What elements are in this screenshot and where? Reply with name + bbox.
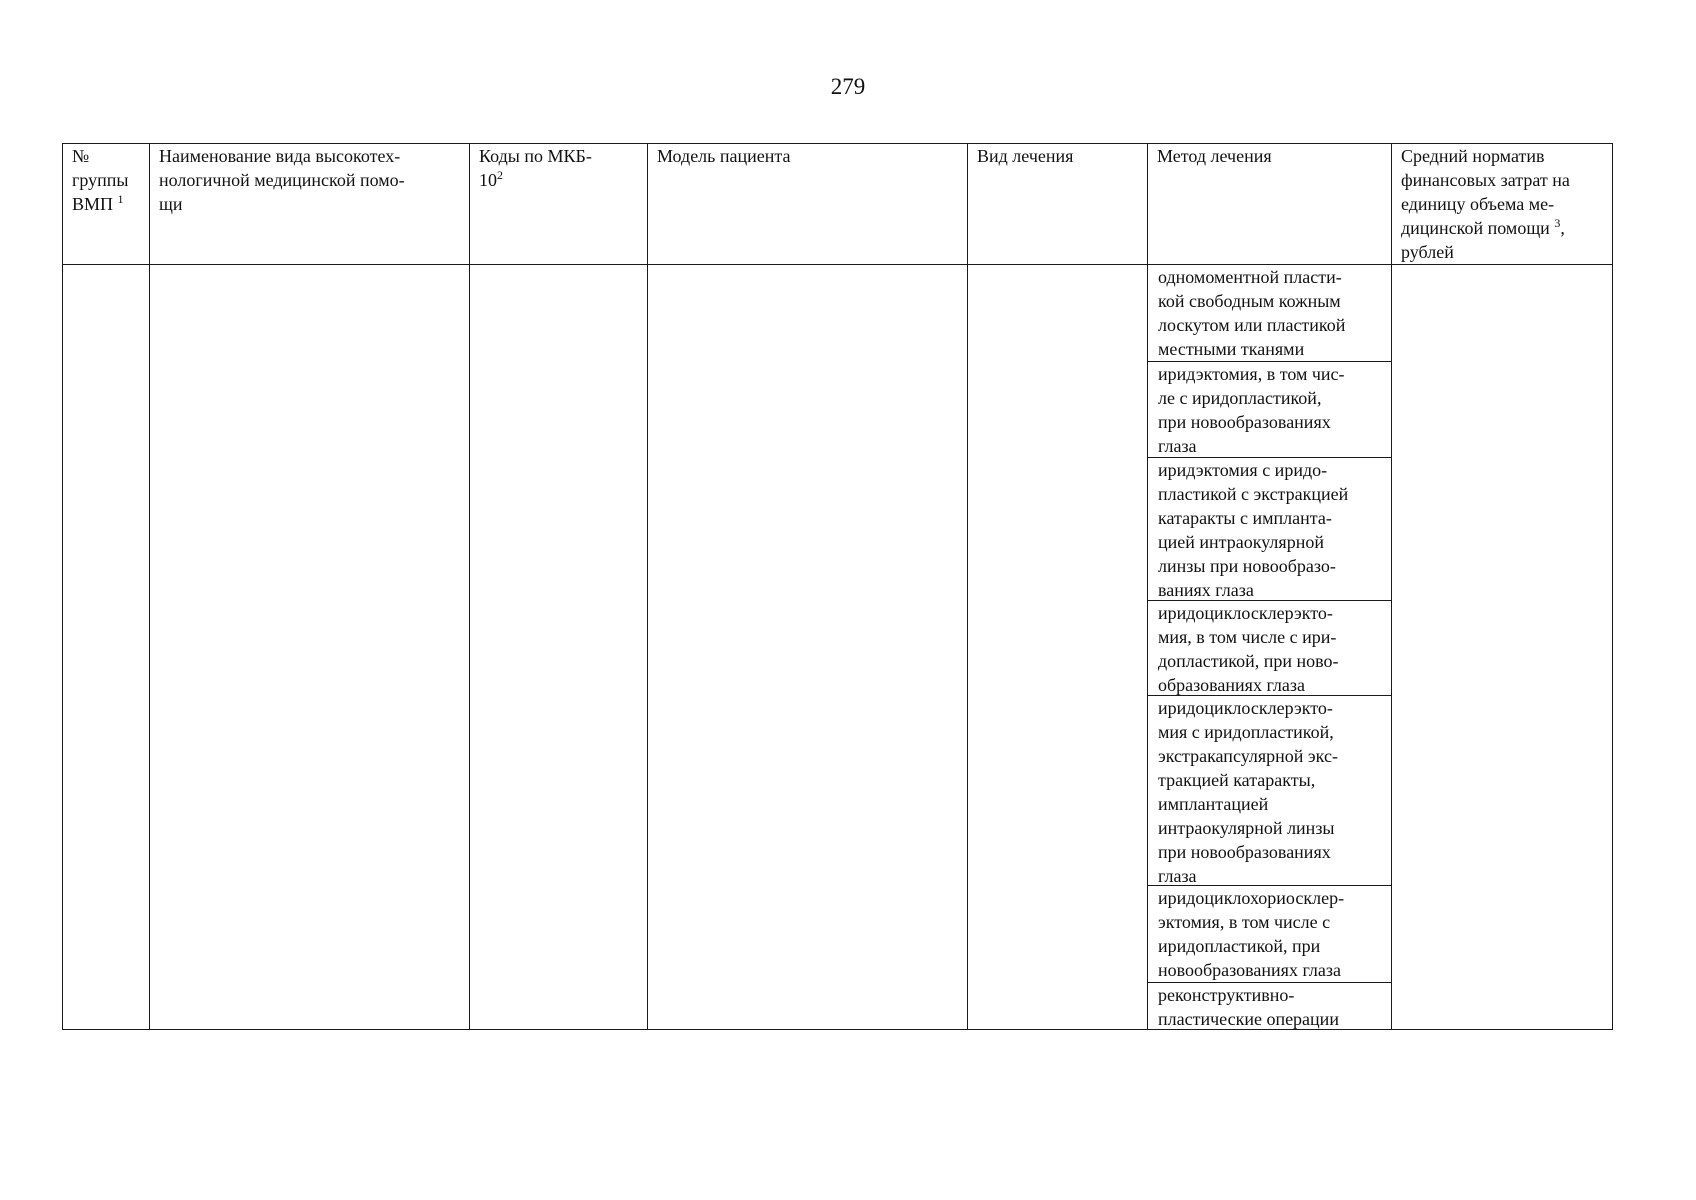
- method-item: иридоциклохориосклер- эктомия, в том числе с иридопластикой, при новообразованиях глаза: [1148, 886, 1391, 983]
- header-avg-cost-standard: Средний норматив финансовых затрат на единицу объема ме- дицинской помощи $^3$, рублей: [1392, 144, 1613, 265]
- header-patient-model: Модель пациента: [648, 144, 968, 265]
- header-care-type-name: Наименование вида высокотех- нологичной медицинской помо- щи: [150, 144, 470, 265]
- header-icd-codes: Коды по МКБ- $10^2$: [470, 144, 648, 265]
- vmp-table: [62, 143, 1613, 1030]
- cell-treatment-method: [1148, 265, 1392, 1030]
- cell-group-number: [63, 265, 150, 1030]
- method-item: иридоциклосклерэкто- мия, в том числе с ири- допластикой, при ново- образованиях глаза: [1148, 601, 1391, 696]
- header-treatment-type: Вид лечения: [968, 144, 1148, 265]
- cell-avg-cost-standard: [1392, 265, 1613, 1030]
- header-treatment-method: Метод лечения: [1148, 144, 1392, 265]
- page-number: 279: [830, 74, 866, 99]
- cell-patient-model: [648, 265, 968, 1030]
- cell-icd-codes: [470, 265, 648, 1030]
- table-header-row: [63, 144, 1613, 265]
- header-group-number: № группы ВМП $^1$: [63, 144, 150, 265]
- method-item: реконструктивно- пластические операции: [1158, 985, 1339, 1029]
- method-item: иридэктомия с иридо- пластикой с экстракцией катаракты с импланта- цией интраокулярной линзы при новообразо- ваниях глаза: [1148, 458, 1391, 601]
- method-item: иридоциклосклерэкто- мия с иридопластикой, экстракапсулярной экс- тракцией катаракты, имплантацией интраокулярной линзы при новообразованиях глаза: [1148, 696, 1391, 886]
- table-row: [63, 265, 1613, 1030]
- cell-care-type-name: [150, 265, 470, 1030]
- cell-treatment-type: [968, 265, 1148, 1030]
- method-item: иридэктомия, в том чис- ле с иридопластикой, при новообразованиях глаза: [1148, 362, 1391, 458]
- method-item: одномоментной пласти- кой свободным кожным лоскутом или пластикой местными тканями: [1148, 265, 1391, 362]
